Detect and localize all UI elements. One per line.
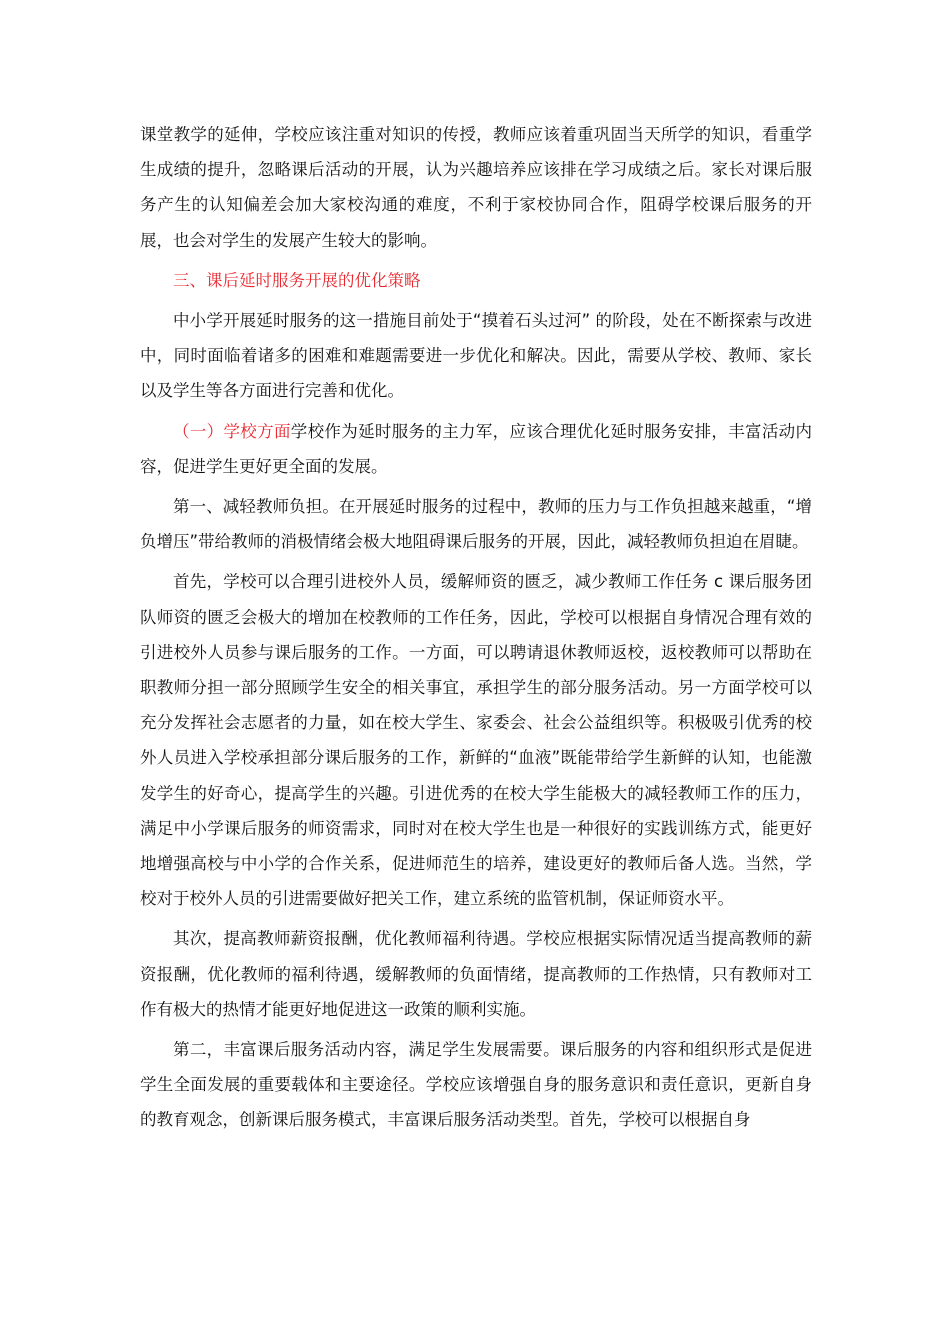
paragraph-enrich-activities: 第二，丰富课后服务活动内容，满足学生发展需要。课后服务的内容和组织形式是促进学生全面发展的重要载体和主要途径。学校应该增强自身的服务意识和责任意识，更新自身的教育观念，创新课后服务模式，丰富课后服务活动类型。首先，学校可以根据自身	[140, 1040, 812, 1130]
paragraph-reduce-burden: 第一、减轻教师负担。在开展延时服务的过程中，教师的压力与工作负担越来越重，“增负增压”带给教师的消极情绪会极大地阻碍课后服务的开展，因此，减轻教师负担迫在眉睫。	[140, 497, 812, 552]
paragraph-continuation: 课堂教学的延伸，学校应该注重对知识的传授，教师应该着重巩固当天所学的知识，看重学生成绩的提升，忽略课后活动的开展，认为兴趣培养应该排在学习成绩之后。家长对课后服务产生的认知偏差会加大家校沟通的难度，不利于家校协同合作，阻碍学校课后服务的开展，也会对学生的发展产生较大的影响。	[140, 125, 812, 250]
paragraph-external-staff: 首先，学校可以合理引进校外人员，缓解师资的匮乏，减少教师工作任务 c 课后服务团队师资的匮乏会极大的增加在校教师的工作任务，因此，学校可以根据自身情况合理有效的引进校外人员参与课后服务的工作。一方面，可以聘请退休教师返校，返校教师可以帮助在职教师分担一部分照顾学生安全的相关事宜，承担学生的部分服务活动。另一方面学校可以充分发挥社会志愿者的力量，如在校大学生、家委会、社会公益组织等。积极吸引优秀的校外人员进入学校承担部分课后服务的工作，新鲜的“血液”既能带给学生新鲜的认知，也能激发学生的好奇心，提高学生的兴趣。引进优秀的在校大学生能极大的减轻教师工作的压力，满足中小学课后服务的师资需求，同时对在校大学生也是一种很好的实践训练方式，能更好地增强高校与中小学的合作关系，促进师范生的培养，建设更好的教师后备人选。当然，学校对于校外人员的引进需要做好把关工作，建立系统的监管机制，保证师资水平。	[140, 572, 812, 909]
section-heading-3: 三、课后延时服务开展的优化策略	[173, 270, 421, 290]
paragraph-salary: 其次，提高教师薪资报酬，优化教师福利待遇。学校应根据实际情况适当提高教师的薪资报酬，优化教师的福利待遇，缓解教师的负面情绪，提高教师的工作热情，只有教师对工作有极大的热情才能更好地促进这一政策的顺利实施。	[140, 929, 812, 1019]
paragraph-intro: 中小学开展延时服务的这一措施目前处于“摸着石头过河” 的阶段，处在不断探索与改进中，同时面临着诸多的困难和难题需要进一步优化和解决。因此，需要从学校、教师、家长以及学生等各方面进行完善和优化。	[140, 311, 812, 401]
subheading-school: （一）学校方面	[173, 421, 291, 441]
document-body	[140, 117, 812, 1143]
paragraph-school-aspect	[140, 414, 812, 484]
subheading-school-text: 学校作为延时服务的主力军，应该合理优化延时服务安排，丰富活动内容，促进学生更好更全面的发展。	[140, 421, 813, 476]
